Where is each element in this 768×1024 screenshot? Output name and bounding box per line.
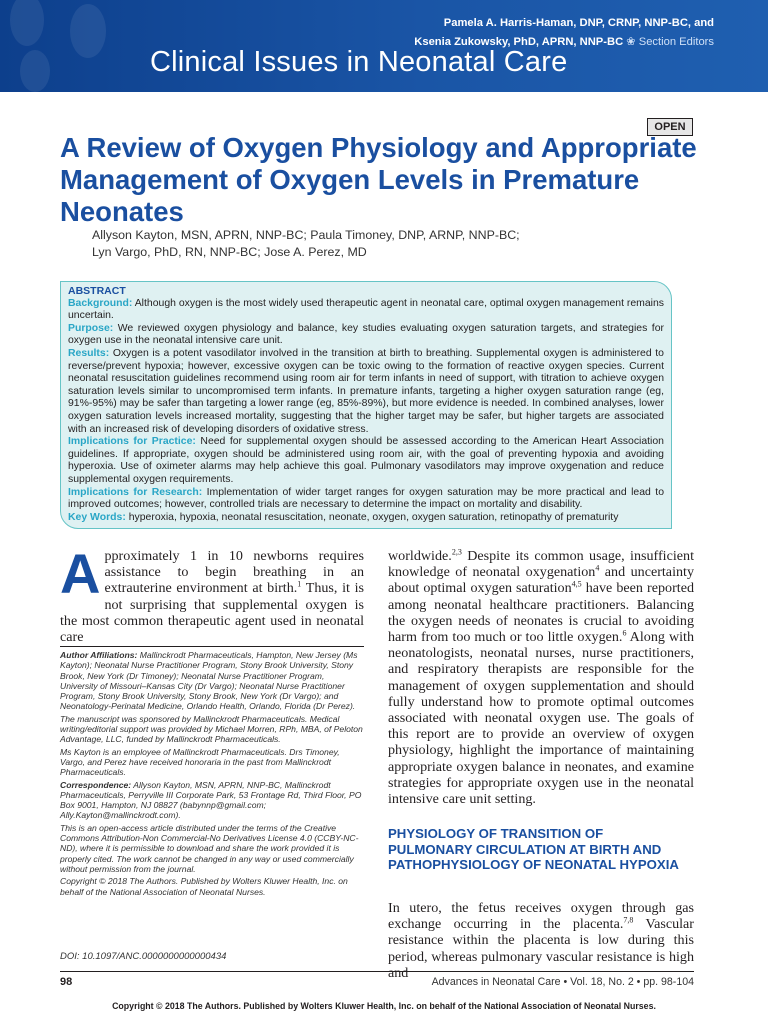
intro-text-a: pproximately 1 in 10 newborns requires assistance to begin breathing in an extrauterine environment at birth. (104, 548, 364, 597)
background-label: Background: (68, 297, 133, 309)
author-affiliations (60, 650, 364, 899)
keywords-text: hyperoxia, hypoxia, neonatal resuscitation, neonate, oxygen, oxygen saturation, retinopathy of prematurity (128, 511, 619, 523)
right-text-b: Despite its common usage, insufficient knowledge of neonatal oxygenation (388, 548, 694, 581)
research-label: Implications for Research: (68, 486, 203, 498)
author-list (92, 227, 652, 261)
editors-role: Section Editors (638, 36, 714, 48)
authors-line-1: Allyson Kayton, MSN, APRN, NNP-BC; Paula Timoney, DNP, ARNP, NNP-BC; (92, 228, 520, 242)
citation: 7,8 (623, 915, 634, 925)
abstract-research (68, 487, 664, 512)
right-text-a: worldwide. (388, 548, 452, 564)
section-text-a: In utero, the fetus receives oxygen through gas exchange occurring in the placenta. (388, 900, 694, 933)
correspondence (60, 780, 364, 821)
copyright-note: Copyright © 2018 The Authors. Published by Wolters Kluwer Health, Inc. on behalf of the National Association of Neonatal Nurses. (60, 876, 348, 897)
footprint-decoration (70, 4, 106, 58)
editors-names: Ksenia Zukowsky, PhD, APRN, NNP-BC (414, 36, 624, 48)
purpose-text: We reviewed oxygen physiology and balance, key studies evaluating oxygen saturation targets, and strategies for oxygen use in the neonatal intensive care unit. (68, 322, 664, 347)
circle-bullet-icon: ❀ (626, 36, 636, 48)
license-note: This is an open-access article distributed under the terms of the Creative Commons Attribution-Non Commercial-No Derivatives License 4.0 (CCBY-NC-ND), where it is permissible to download and share the work provided it is properly cited. The work cannot be changed in any way or used commercially without permission from the journal. (60, 822, 359, 874)
footer-divider (60, 971, 694, 972)
abstract-purpose (68, 323, 664, 348)
keywords-label: Key Words: (68, 511, 126, 523)
purpose-label: Purpose: (68, 322, 114, 334)
citation: 4,5 (571, 579, 582, 589)
footer-copyright: Copyright © 2018 The Authors. Published by Wolters Kluwer Health, Inc. on behalf of the National Association of Neonatal Nurses. (112, 1001, 656, 1011)
background-text: Although oxygen is the most widely used therapeutic agent in neonatal care, optimal oxygen management remains uncertain. (68, 297, 664, 322)
footprint-decoration (20, 50, 50, 92)
page-number: 98 (60, 976, 73, 988)
citation: 2,3 (451, 547, 462, 557)
article-title: A Review of Oxygen Physiology and Appropriate Management of Oxygen Levels in Premature Neonates (60, 132, 697, 227)
journal-section-title: Clinical Issues in Neonatal Care (150, 46, 568, 78)
results-label: Results: (68, 347, 110, 359)
abstract-box (60, 281, 672, 529)
drop-cap: A (60, 542, 101, 605)
intro-paragraph (60, 542, 364, 646)
section-body (388, 900, 694, 981)
authors-line-2: Lyn Vargo, PhD, RN, NNP-BC; Jose A. Perez, MD (92, 245, 367, 259)
citation: 6 (622, 628, 627, 638)
correspondence-label: Correspondence: (60, 779, 132, 790)
sponsor-note: The manuscript was sponsored by Mallinckrodt Pharmaceuticals. Medical writing/editorial support was provided by Michael Morren, RPh, MBA, of Peloton Advantage, LLC, funded by Mallinckrodt Pharmaceuticals. (60, 713, 363, 745)
affiliations-paragraph (60, 650, 364, 712)
practice-label: Implications for Practice: (68, 436, 196, 448)
journal-banner (0, 0, 768, 92)
affiliations-label: Author Affiliations: (60, 650, 138, 660)
right-text-d: have been reported among neonatal healthcare practitioners. Balancing the oxygen needs of neonates is crucial to avoiding harm from too much or too little oxygen. (388, 580, 694, 646)
section-paragraph (388, 900, 694, 981)
abstract-results (68, 348, 664, 436)
intro-text-b: Thus, it is not surprising that supplemental oxygen is the most common therapeutic agent used in neonatal care (60, 580, 364, 646)
conflict-note: Ms Kayton is an employee of Mallinckrodt Pharmaceuticals. Drs Timoney, Vargo, and Perez have received honoraria in the past from Mallinckrodt Pharmaceuticals. (60, 746, 340, 778)
section-heading: PHYSIOLOGY OF TRANSITION OF PULMONARY CIRCULATION AT BIRTH AND PATHOPHYSIOLOGY OF NEONATAL HYPOXIA (388, 826, 679, 872)
abstract-practice (68, 436, 664, 486)
abstract-heading: ABSTRACT (68, 285, 126, 297)
left-column-intro (60, 542, 364, 646)
citation: 1 (297, 579, 302, 589)
research-text: Implementation of wider target ranges for oxygen saturation may be more practical and lead to improved outcomes; however, controlled trials are necessary to determine the impact on mortality and disability. (68, 486, 664, 511)
journal-reference: Advances in Neonatal Care • Vol. 18, No. 2 • pp. 98-104 (431, 976, 694, 988)
right-text-c: and uncertainty about optimal oxygen saturation (388, 564, 694, 597)
practice-text: Need for supplemental oxygen should be assessed according to the American Heart Association guidelines. If appropriate, oxygen should be administered using room air, with the goal of preventing hypoxia and avoiding hyperoxia. Use of oximeter alarms may help achieve this goal. Pulmonary vasodilators may improve oxygenation and reduce supplemental oxygen requirements. (68, 436, 664, 485)
section-text-b: Vascular resistance within the placenta is low during this period, whereas pulmonary vascular resistance is high and (388, 916, 694, 981)
results-text: Oxygen is a potent vasodilator involved in the transition at birth to breathing. Supplemental oxygen is administered to reverse/prevent hypoxia; however, excessive oxygen can be toxic owing to the formation of reactive oxygen species. Current neonatal resuscitation guidelines recommend using room air for term infants in need of support, with titration to achieve oxygen saturation levels similar to uncompromised term infants. In premature infants, targeting a higher oxygen saturation range (eg, 91%-95%) may be safer than targeting a lower range (eg, 85%-89%), but more evidence is needed. In combined analyses, lower oxygen saturation levels increased mortality, suggesting that the higher target may be safer, but higher targets are associated with an increased risk of developing disorders of oxidative stress. (68, 347, 664, 435)
affiliations-divider (60, 646, 364, 647)
right-text-e: Along with neonatologists, neonatal nurses, nurse practitioners, and respiratory therapists are responsible for the management of oxygen supplementation and should fully understand how to promote optimal outcomes associated with neonatal oxygen use. The goals of this report are to provide an overview of oxygen physiology, highlight the importance of maintaining appropriate oxygen balance in neonates, and examine strategies for appropriate oxygen use in the neonatal intensive care unit setting. (388, 629, 694, 808)
correspondence-text: Allyson Kayton, MSN, APRN, NNP-BC, Mallinckrodt Pharmaceuticals, Perryville III Corporate Park, 53 Frontage Rd, Third Floor, PO Box 9001, Hampton, NJ 08827 (babynnp@gmail.com; Ally.Kayton@mallinckrodt.com). (60, 779, 362, 821)
doi: DOI: 10.1097/ANC.0000000000000434 (60, 951, 227, 962)
abstract-background (68, 298, 664, 323)
right-column-text (388, 548, 694, 807)
abstract-keywords (68, 512, 664, 525)
footprint-decoration (10, 0, 44, 46)
editors-line-1: Pamela A. Harris-Haman, DNP, CRNP, NNP-BC, and (443, 17, 714, 29)
right-paragraph (388, 548, 694, 807)
open-access-badge: OPEN (647, 118, 693, 136)
affiliations-text: Mallinckrodt Pharmaceuticals, Hampton, New Jersey (Ms Kayton); Neonatal Nurse Practitioner Program, Stony Brook University, Stony Brook, New York (Dr Timoney); Neonatal Nurse Practitioner Program, University of Missouri–Kansas City (Dr Vargo); Neonatal Nurse Practitioner Program, Stony Brook University, Stony Brook, New York (Dr Vargo); and Neonatology-Perinatal Medicine, Orlando Health, Orlando, Florida (Dr Perez). (60, 650, 358, 712)
citation: 4 (595, 563, 600, 573)
